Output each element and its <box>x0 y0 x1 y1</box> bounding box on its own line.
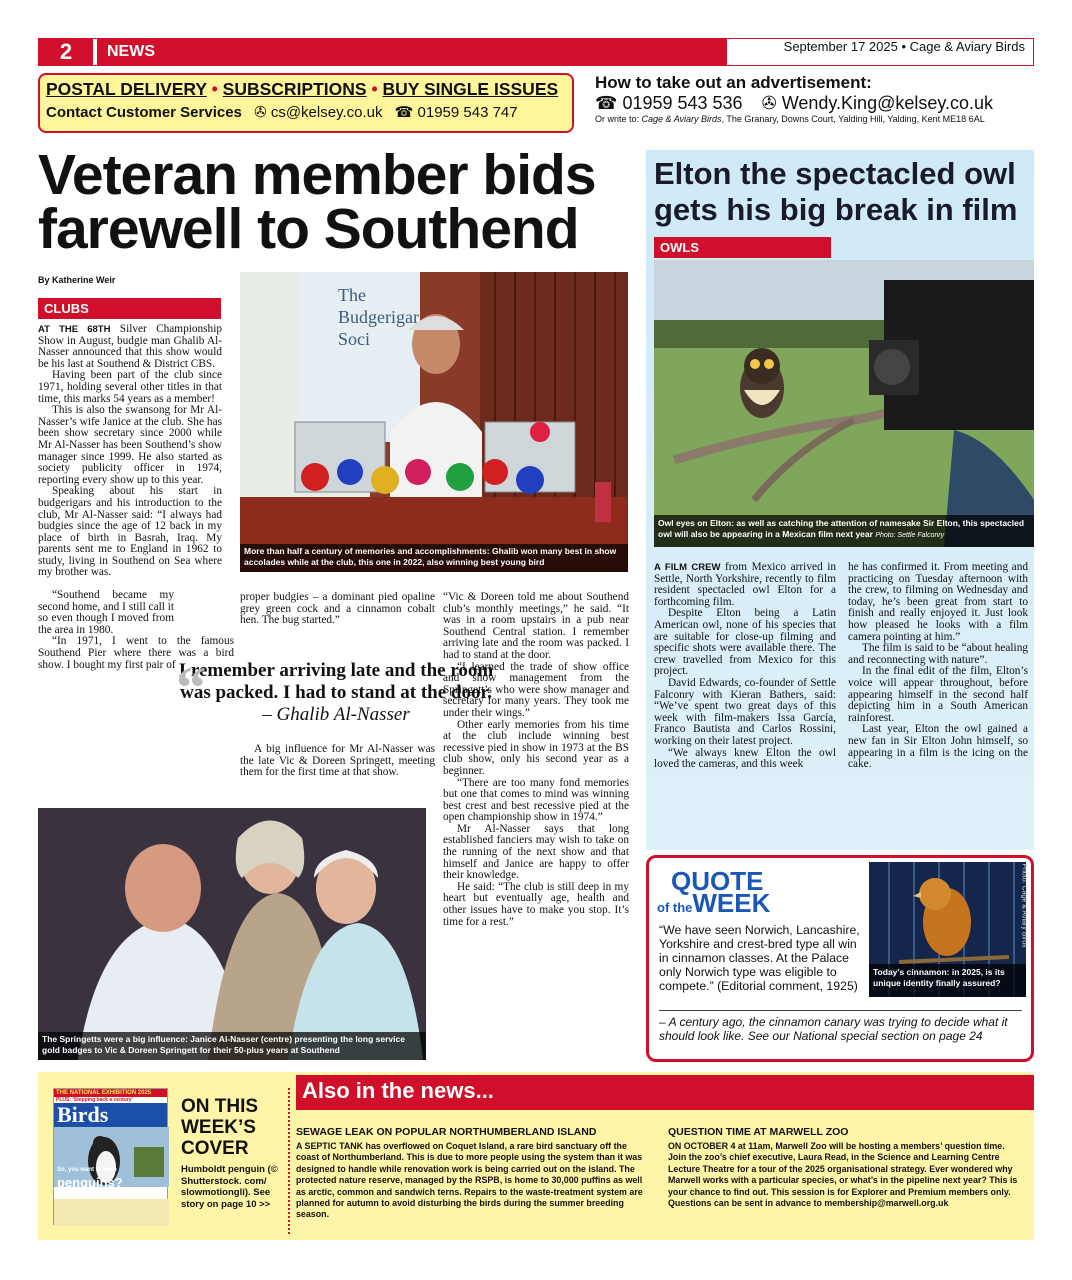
address-text: , The Granary, Downs Court, Yalding Hill, Yalding, Kent ME18 6AL <box>721 114 985 124</box>
section-tag-clubs: CLUBS <box>38 298 221 319</box>
paragraph: Having been part of the club since 1971, holding several other titles in that time, this marks 54 years as a member! <box>38 369 222 405</box>
paragraph: Mr Al-Nasser says that long established fanciers may wish to take on the running of the next show and that himself and Janice are happy to offer their knowledge. <box>443 822 629 882</box>
photo-illustration <box>38 808 426 1060</box>
paragraph <box>654 562 836 608</box>
advertising-info <box>595 73 1035 133</box>
paragraph: “Vic & Doreen told me about Southend club’s monthly meetings,” he said. “It was in a room upstairs in a pub near Southend Central station. I remember arriving late and the room was packed. I had to stand at the door. <box>443 591 629 661</box>
cover-caption: Humboldt penguin (© Shutterstock. com/ slowmotiongli). See story on page 10 >> <box>181 1164 278 1210</box>
paragraph: He said: “The club is still deep in my heart but eventually age, health and other issues have to make you stop. It’s time for a rest.” <box>443 880 629 928</box>
paragraph: Despite Elton being a Latin American owl, none of his species that are suitable for close-up filming and specific shots were available there. The crew travelled from Mexico for this project. <box>654 607 836 678</box>
byline: By Katherine Weir <box>38 275 116 285</box>
advertising-email[interactable]: Wendy.King@kelsey.co.uk <box>781 93 994 113</box>
caption-text: Owl eyes on Elton: as well as catching the attention of namesake Sir Elton, this spectacled owl will also be appearing in a Mexican film next year <box>658 518 1025 539</box>
title-week: WEEK <box>692 888 771 918</box>
article-column-2-continued <box>240 744 435 804</box>
bullet-separator: • <box>371 79 378 99</box>
cover-banner: THE NATIONAL EXHIBITION 2025 <box>54 1089 167 1097</box>
quote-of-the-week-title <box>657 866 797 919</box>
divider <box>659 1010 1022 1011</box>
news-item-body: A SEPTIC TANK has overflowed on Coquet Island, a rare bird sanctuary off the coast of Northumberland. This is due to more people using the system than it was designed to handle while renovation work is being carried out on the island. The protected nature reserve, managed by the RSPB, is home to 30,000 puffins as well as arctic, common and sandwich terns. Repairs to the waste-treatment system are planned for autumn to avoid disturbing the birds during the summer breeding season. <box>296 1141 643 1220</box>
article-column-1 <box>38 324 222 589</box>
customer-services-row <box>46 103 566 121</box>
advertising-address <box>595 114 1035 124</box>
quote-mark-icon: “ <box>176 655 206 721</box>
address-prefix: Or write to: <box>595 114 642 124</box>
photo-caption <box>654 515 1034 547</box>
owl-column-1 <box>654 562 836 847</box>
paragraph: Last year, Elton the owl gained a new fan in Sir Elton John himself, so appearing in a film is the icing on the cake. <box>848 723 1028 771</box>
dotted-divider <box>288 1088 290 1234</box>
advertising-contacts <box>595 93 1035 114</box>
pull-quote-attribution: – Ghalib Al-Nasser <box>262 704 410 725</box>
photo-caption: Today’s cinnamon: in 2025, is its unique identity finally assured? <box>869 964 1026 997</box>
lead-in: A FILM CREW <box>654 562 721 573</box>
photo-credit: Photo: Cage & Aviary Birds <box>1020 863 1028 948</box>
page-number: 2 <box>39 39 93 65</box>
customer-services-email[interactable]: cs@kelsey.co.uk <box>270 104 383 121</box>
main-headline: Veteran member bids farewell to Southend <box>38 143 596 261</box>
paragraph: This is also the swansong for Mr Al-Nasser’s wife Janice at the club. She has been show secretary since 2000 while Mr Al-Nasser has been Southend’s show manager since 1999. He also started as society publicity officer in 1974, reporting every show up to this year. <box>38 404 222 486</box>
paragraph: he has confirmed it. From meeting and practicing on Tuesday afternoon with the crew, to filming on Wednesday and today, he’s been great from start to finish and really enjoyed it. Just look how pleased he looks with a film camera pointing at him.” <box>848 561 1028 643</box>
news-item-marwell-zoo <box>668 1126 1024 1209</box>
customer-services-label: Contact Customer Services <box>46 104 242 121</box>
news-item-title: SEWAGE LEAK ON POPULAR NORTHUMBERLAND ISLAND <box>296 1126 597 1138</box>
cover-footer <box>54 1199 169 1226</box>
contact-links <box>46 79 566 100</box>
quote-text: “We have seen Norwich, Lancashire, Yorkshire and crest-bred type all win in cinnamon classes. At the Palace only Norwich type was eligible to compete.” (Editorial comment, 1925) <box>659 923 860 993</box>
buy-single-issues-link[interactable]: BUY SINGLE ISSUES <box>382 79 559 99</box>
photo-caption: The Springetts were a big influence: Janice Al-Nasser (centre) presenting the long service gold badges to Vic & Doreen Springett for their 50-plus years at Southend <box>38 1032 426 1060</box>
photo-elton-owl <box>654 260 1034 547</box>
address-publication: Cage & Aviary Birds <box>641 114 722 124</box>
photo-credit: Photo: Settle Falconry <box>875 532 945 539</box>
also-in-news-title: Also in the news... <box>302 1078 494 1103</box>
owl-headline: Elton the spectacled owl gets his big break in film <box>654 156 1018 227</box>
contact-box <box>38 73 574 133</box>
news-item-sewage-leak <box>296 1126 646 1221</box>
section-name: NEWS <box>97 39 727 65</box>
advertising-phone[interactable]: 01959 543 536 <box>622 93 743 113</box>
news-item-title: QUESTION TIME AT MARWELL ZOO <box>668 1126 849 1138</box>
paragraph: “There are too many fond memories but one that comes to mind was winning best crest and best recessive pied at the open championship show in 1974.” <box>443 776 629 824</box>
paragraph-text: from Mexico arrived in Settle, North Yorkshire, recently to film resident spectacled owl Elton for a forthcoming film. <box>654 561 836 608</box>
mouse-icon: ✇ <box>761 93 777 113</box>
cover-heading: ON THIS WEEK’S COVER <box>181 1096 259 1159</box>
paragraph: “We always knew Elton the owl loved the cameras, and this week <box>654 746 836 771</box>
photo-ghalib-rosettes <box>240 272 628 572</box>
phone-icon: ☎ <box>394 104 414 121</box>
paragraph: “Southend became my second home, and I still call it so even though I moved from the area in 1980. <box>38 589 174 636</box>
paragraph: David Edwards, co-founder of Settle Falconry with Kieran Bathers, said: “We’ve spent two great days of this week with film-makers Issa García, Franco Bautista and Carlos Rossini, working on their latest project. <box>654 676 836 747</box>
paragraph: Speaking about his start in budgerigars and his introduction to the club, Mr Al-Nasser said: “I always had budgies since the age of 12 back in my place of birth in Basrah, Iraq. My parents sent me to England in 1962 to study, living in Southend on Sea where my brother was. <box>38 485 222 579</box>
news-item-body: ON OCTOBER 4 at 11am, Marwell Zoo will be hosting a members’ question time. Join the zoo’s chief executive, Laura Read, in the Science and Learning Centre Lecture Theatre for a tour of the 2025 organisational strategy. Ever wondered why Marwell works with a particular species, or what’s in the pipeline next year? This is your chance to find out. This session is for Explorer and Premium members only. Questions can be sent in advance to membership@marwell.org.uk <box>668 1141 1018 1209</box>
paragraph: The film is said to be “about healing and reconnecting with nature”. <box>848 642 1028 666</box>
pull-quote-text: I remember arriving late and the room was packed. I had to stand at the door. <box>178 660 494 703</box>
section-tag-owls: OWLS <box>654 237 831 258</box>
quote-note: – A century ago, the cinnamon canary was trying to decide what it should look like. See our National special section on page 24 <box>659 1015 1008 1043</box>
magazine-cover-thumbnail[interactable] <box>53 1088 168 1225</box>
title-quote: QUOTE <box>671 866 764 896</box>
paragraph: “In 1971, I went to the famous Southend Pier where there was a bird show. I bought my first pair of <box>38 635 234 671</box>
cover-masthead: Birds <box>54 1103 167 1127</box>
title-of-the-week <box>657 888 797 919</box>
phone-icon: ☎ <box>595 93 618 113</box>
mouse-icon: ✇ <box>254 104 267 121</box>
paragraph: In the final edit of the film, Elton’s voice will appear throughout, before appearing himself in the second half depicting him in a South American rainforest. <box>848 665 1028 724</box>
page-header <box>38 38 1034 66</box>
advertising-title: How to take out an advertisement: <box>595 73 872 92</box>
paragraph: proper budgies – a dominant pied opaline grey green cock and a cinnamon cobalt hen. The bug started.” <box>240 591 435 627</box>
subscriptions-link[interactable]: SUBSCRIPTIONS <box>222 79 367 99</box>
lead-in: AT THE 68TH <box>38 324 111 335</box>
customer-services-phone[interactable]: 01959 543 747 <box>417 104 518 121</box>
pull-quote <box>176 655 496 730</box>
bullet-separator: • <box>211 79 218 99</box>
paragraph: A big influence for Mr Al-Nasser was the late Vic & Doreen Springett, meeting them for the first time at that show. <box>240 743 435 779</box>
budgerigar-society-sign: The Budgerigar Soci <box>338 285 419 349</box>
cover-teaser: penguins? <box>57 1175 123 1190</box>
cover-teaser: PLUS: ‘Stepping back a century’ <box>54 1097 167 1103</box>
photo-springetts <box>38 808 426 1060</box>
paragraph: Other early memories from his time at the club include winning best recessive pied in show in 1973 at the BS club show, only his second year as a beginner. <box>443 718 629 777</box>
paragraph <box>38 324 222 370</box>
cover-teaser: So, you want to keep <box>57 1167 117 1173</box>
paragraph-text: Silver Championship Show in August, budgie man Ghalib Al-Nasser announced that this show would be his last at Southend & District CBS. <box>38 323 222 370</box>
photo-caption: More than half a century of memories and accomplishments: Ghalib won many best in show accolades while at the club, this one in 2022, also winning best young bird <box>240 544 628 572</box>
photo-illustration <box>654 260 1034 547</box>
title-of: of the <box>657 900 693 915</box>
dateline: September 17 2025 • Cage & Aviary Birds <box>783 39 1025 54</box>
postal-delivery-link[interactable]: POSTAL DELIVERY <box>46 79 207 99</box>
paragraph: “I learned the trade of show office and show management from the Springett’s who were show manager and secretary for many years. They took me under their wings.” <box>443 660 629 719</box>
owl-column-2 <box>848 562 1028 847</box>
